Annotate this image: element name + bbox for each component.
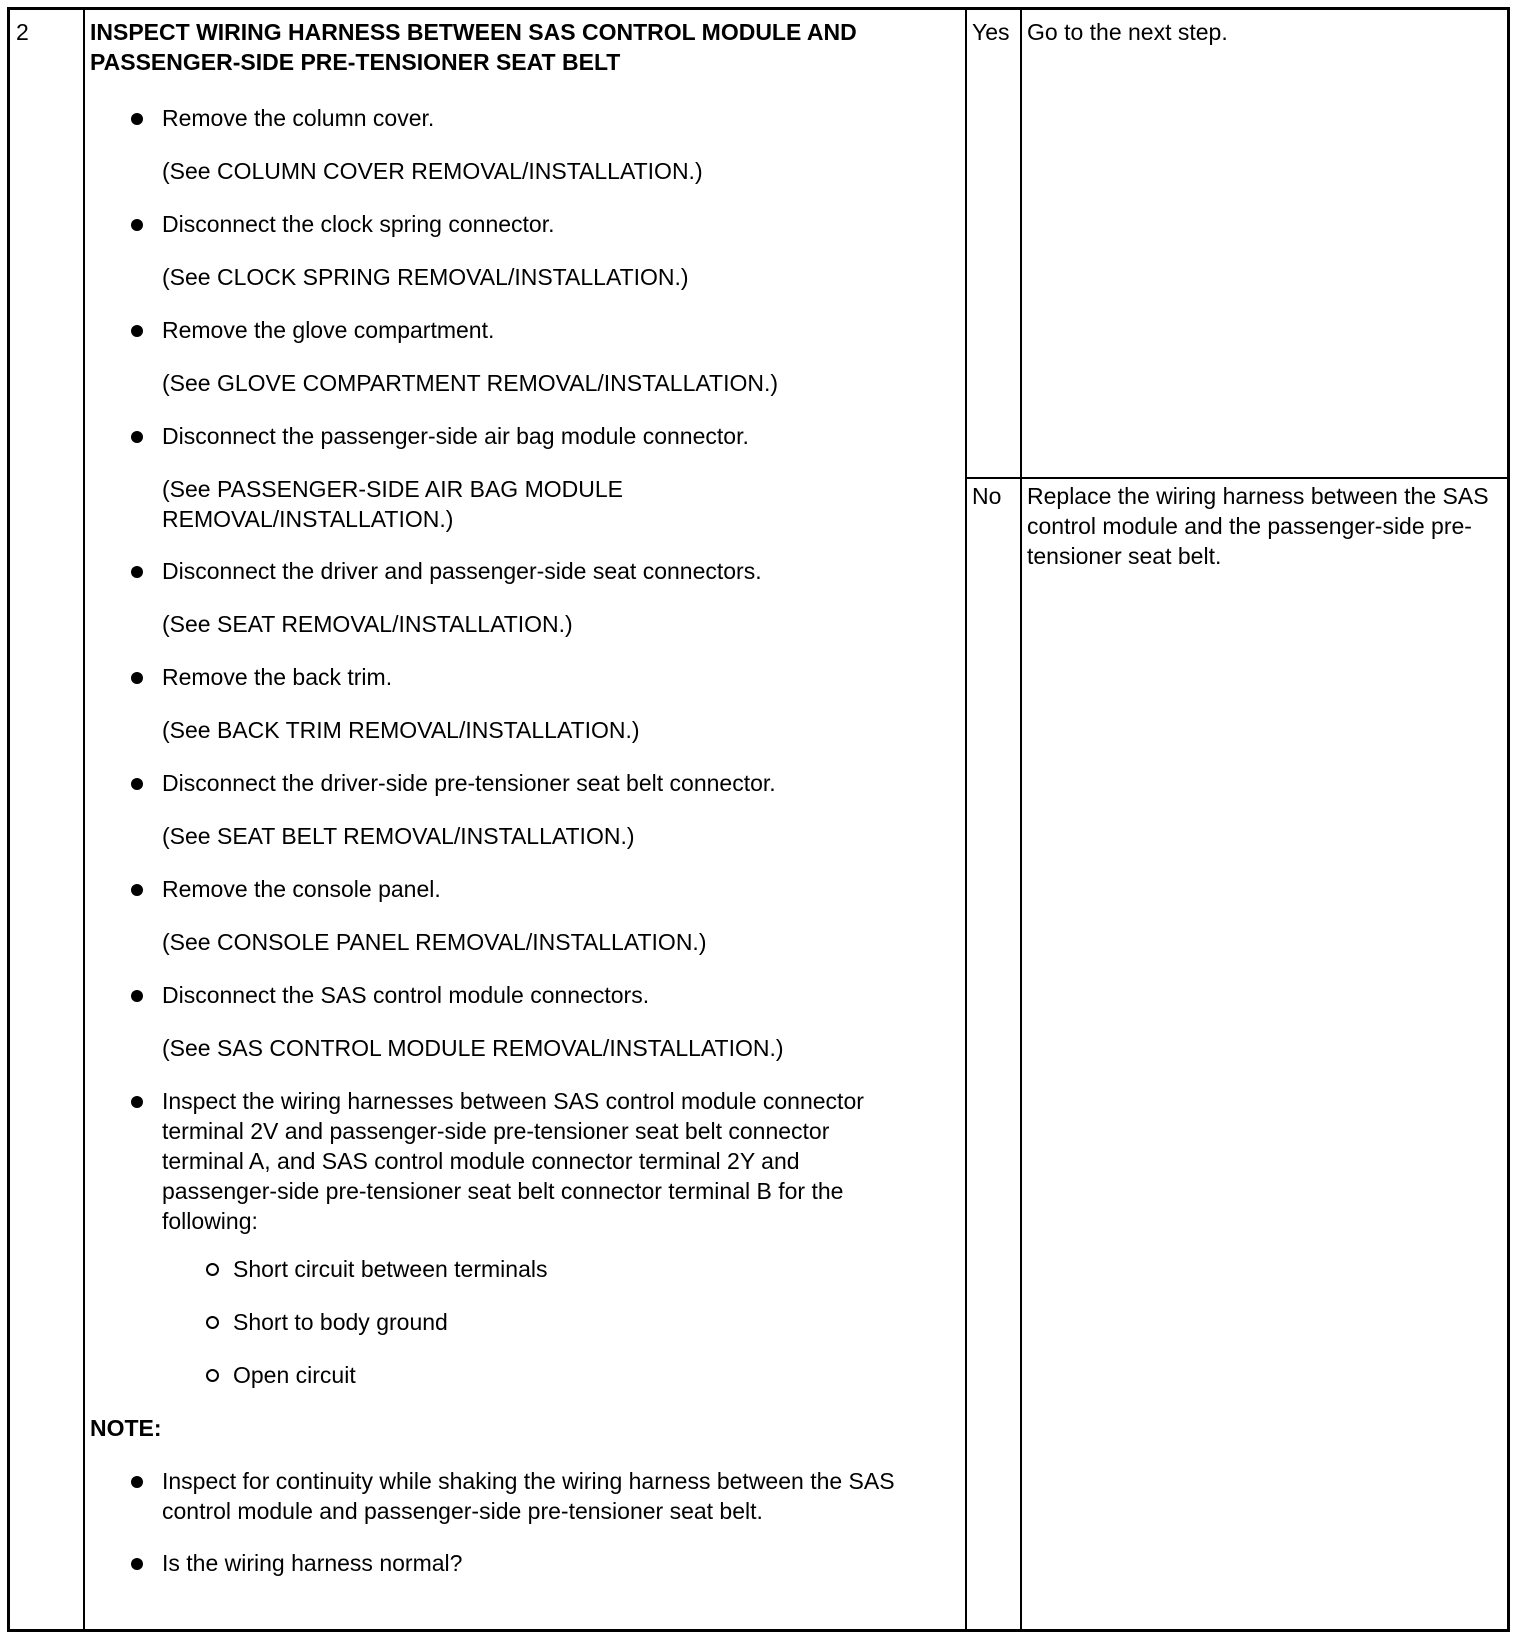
step-title: INSPECT WIRING HARNESS BETWEEN SAS CONTROL MODULE AND PASSENGER-SIDE PRE-TENSIONER SEAT BELT [90,19,857,75]
bullet-icon [131,325,143,337]
bullet-icon [131,566,143,578]
yes-label: Yes [972,19,1010,45]
bullet-icon [131,113,143,125]
item-reference: (See BACK TRIM REMOVAL/INSTALLATION.) [162,717,640,743]
no-action: Replace the wiring harness between the SAS control module and the passenger-side pre-tensioner seat belt. [1027,483,1489,569]
condition-text: Short to body ground [233,1309,448,1335]
circle-bullet-icon [206,1369,219,1382]
item-text: Remove the back trim. [162,664,393,690]
item-text: Disconnect the clock spring connector. [162,211,555,237]
note-text: Is the wiring harness normal? [162,1550,463,1576]
item-text: Disconnect the passenger-side air bag module connector. [162,423,749,449]
bullet-icon [131,672,143,684]
item-reference: (See SAS CONTROL MODULE REMOVAL/INSTALLATION.) [162,1035,784,1061]
step-table [7,7,1510,1632]
condition-text: Short circuit between terminals [233,1256,548,1282]
item-text: Disconnect the driver-side pre-tensioner seat belt connector. [162,770,776,796]
item-reference: (See CLOCK SPRING REMOVAL/INSTALLATION.) [162,264,689,290]
item-text: Remove the glove compartment. [162,317,495,343]
result-row-divider [965,477,1507,479]
bullet-icon [131,219,143,231]
bullet-icon [131,1096,143,1108]
item-reference: (See SEAT BELT REMOVAL/INSTALLATION.) [162,823,635,849]
bullet-icon [131,1558,143,1570]
step-number: 2 [16,19,29,45]
circle-bullet-icon [206,1316,219,1329]
condition-text: Open circuit [233,1362,356,1388]
bullet-icon [131,884,143,896]
bullet-icon [131,990,143,1002]
circle-bullet-icon [206,1263,219,1276]
column-divider-1 [83,10,85,1629]
yes-action: Go to the next step. [1027,19,1228,45]
column-divider-2 [965,10,967,1629]
item-text: Remove the console panel. [162,876,441,902]
column-divider-3 [1020,10,1022,1629]
inspect-text: Inspect the wiring harnesses between SAS control module connector terminal 2V and passenger-side pre-tensioner seat belt connector terminal A, and SAS control module connector terminal 2Y and passenger-side pre-tensioner seat belt connector terminal B for the following: [162,1088,864,1234]
item-reference: (See PASSENGER-SIDE AIR BAG MODULE REMOVAL/INSTALLATION.) [162,476,623,532]
bullet-icon [131,778,143,790]
item-text: Remove the column cover. [162,105,435,131]
bullet-icon [131,1476,143,1488]
no-label: No [972,483,1002,509]
note-label: NOTE: [90,1415,162,1441]
item-reference: (See SEAT REMOVAL/INSTALLATION.) [162,611,573,637]
item-reference: (See GLOVE COMPARTMENT REMOVAL/INSTALLATION.) [162,370,779,396]
item-text: Disconnect the driver and passenger-side seat connectors. [162,558,762,584]
note-text: Inspect for continuity while shaking the wiring harness between the SAS control module and passenger-side pre-tensioner seat belt. [162,1468,895,1524]
bullet-icon [131,431,143,443]
item-reference: (See CONSOLE PANEL REMOVAL/INSTALLATION.) [162,929,707,955]
item-reference: (See COLUMN COVER REMOVAL/INSTALLATION.) [162,158,703,184]
item-text: Disconnect the SAS control module connectors. [162,982,650,1008]
